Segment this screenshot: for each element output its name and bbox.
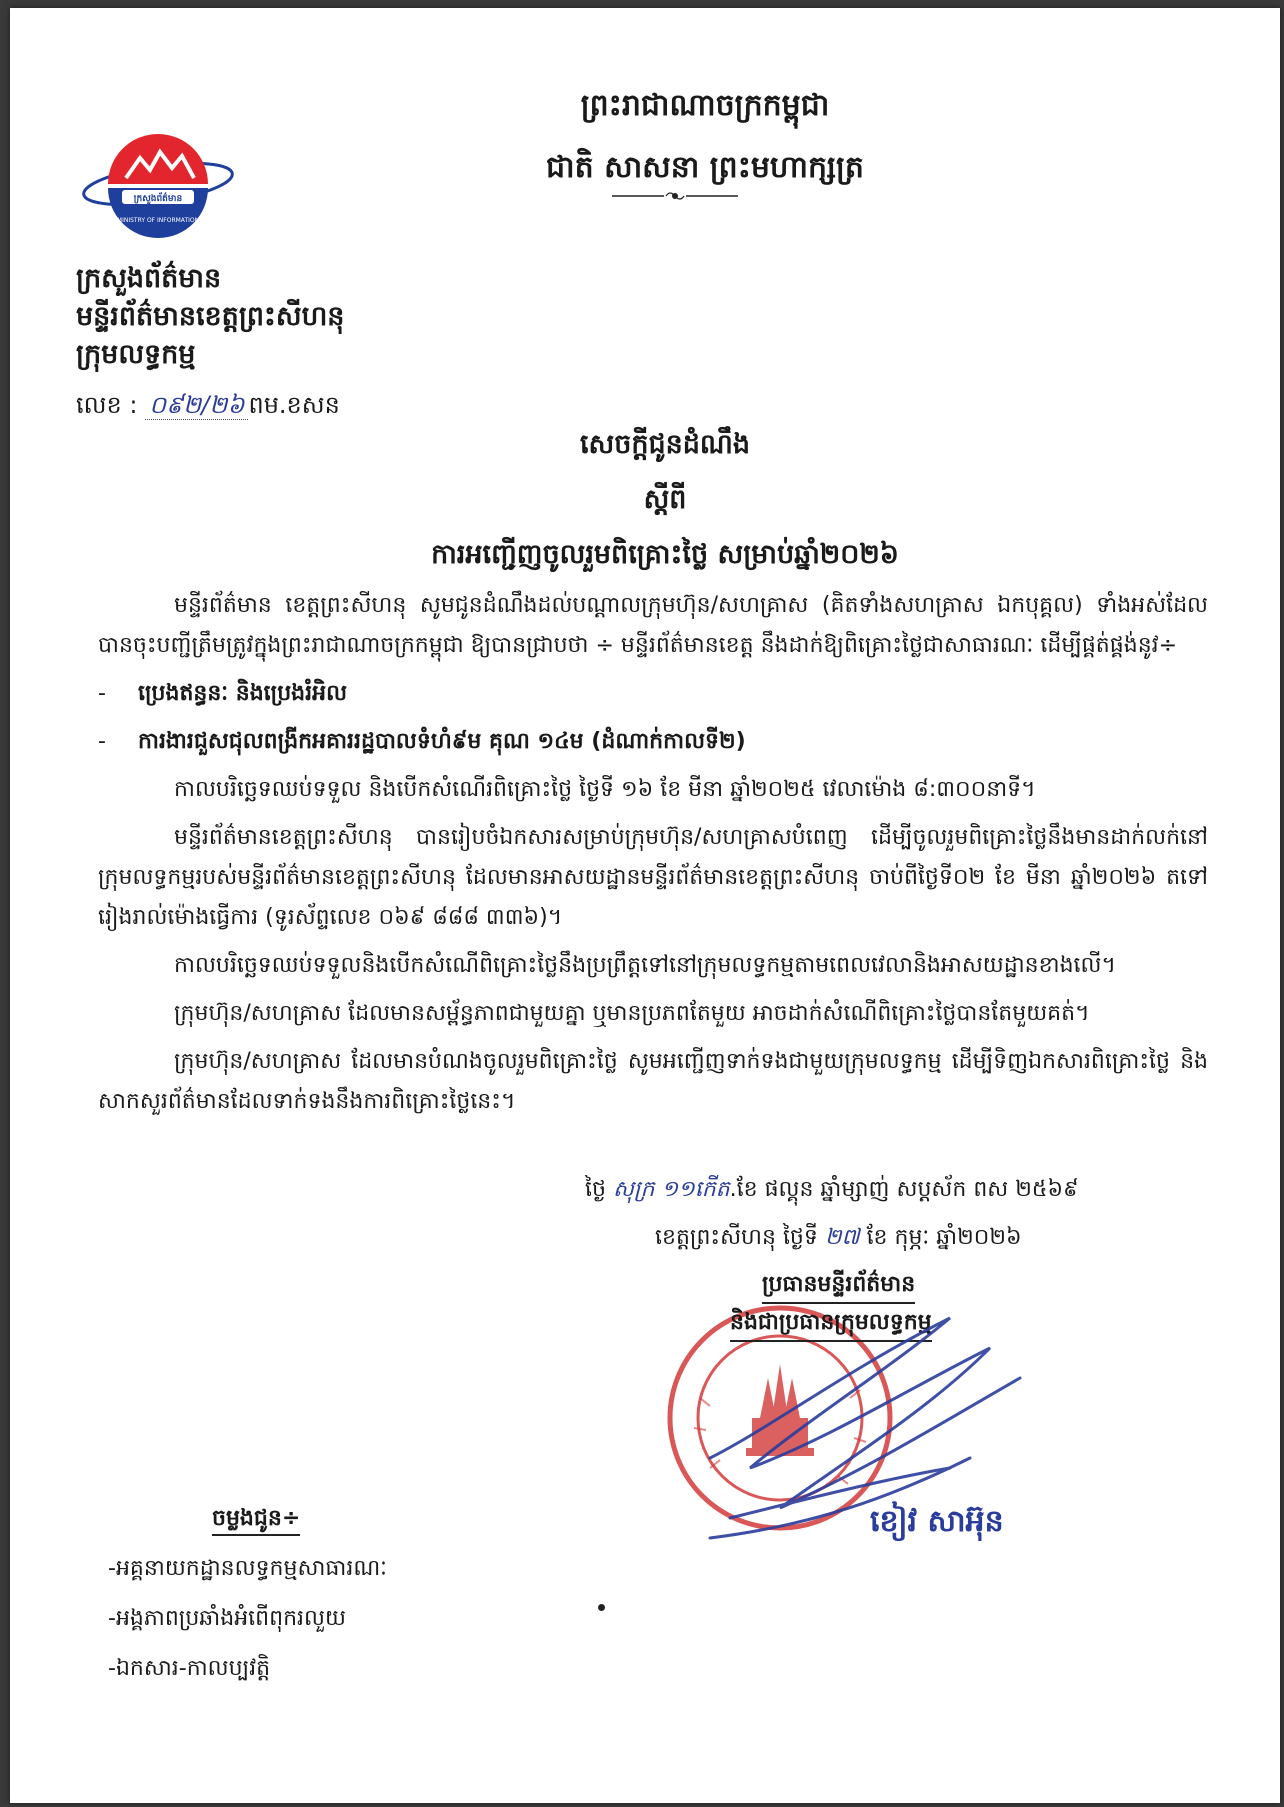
reference-number bbox=[76, 390, 340, 425]
logo-text-en: MINISTRY OF INFORMATION bbox=[116, 217, 200, 224]
notice-body bbox=[98, 586, 1208, 1130]
notice-subject-label: ស្តីពី bbox=[643, 484, 687, 515]
paragraph-opening: កាលបរិច្ឆេទឈប់ទទួលនិងបើកសំណើពិគ្រោះថ្លៃនឹងប្រព្រឹត្តទៅនៅក្រុមលទ្ធកម្មតាមពេលវេលានិងអាសយដ្ឋានខាងលើ។ bbox=[174, 953, 1116, 978]
list-item: - ប្រេងឥន្ធនៈ និងប្រេងរំអិល bbox=[98, 681, 348, 706]
list-item: -អគ្គនាយកដ្ឋានលទ្ធកម្មសាធារណៈ bbox=[108, 1556, 387, 1581]
divider-ornament-icon bbox=[610, 188, 740, 204]
paragraph-single-bid: ក្រុមហ៊ុន/សហគ្រាស ដែលមានសម្ព័ន្ធភាពជាមួយគ្នា ឬមានប្រភពតែមួយ អាចដាក់សំណើពិគ្រោះថ្លៃបានតែមួយគត់។ bbox=[174, 1001, 1090, 1026]
notice-subject: ការអញ្ជើញចូលរួមពិគ្រោះថ្លៃ សម្រាប់ឆ្នាំ២០២៦ bbox=[431, 539, 899, 570]
paragraph-contact: ក្រុមហ៊ុន/សហគ្រាស ដែលមានបំណងចូលរួមពិគ្រោះថ្លៃ សូមអញ្ជើញទាក់ទងជាមួយក្រុមលទ្ធកម្ម ដើម្បីទិញឯកសារពិគ្រោះថ្លៃ និងសាកសួរព័ត៌មានដែលទាក់ទងនឹងការពិគ្រោះថ្លៃនេះ។ bbox=[98, 1049, 1208, 1114]
reference-suffix: ពម.ខសន bbox=[248, 391, 340, 419]
document-titles bbox=[10, 428, 1280, 577]
national-motto: ជាតិ សាសនា ព្រះមហាក្សត្រ bbox=[546, 150, 864, 185]
ministry-of-information-logo bbox=[78, 132, 238, 252]
kingdom-title: ព្រះរាជាណាចក្រកម្ពុជា bbox=[580, 88, 830, 123]
reference-label: លេខ : bbox=[76, 391, 138, 419]
organization-block bbox=[76, 260, 344, 374]
solar-rest: ខែ កុម្ភៈ ឆ្នាំ២០២៦ bbox=[866, 1225, 1022, 1250]
cc-title: ចម្លងជូន÷ bbox=[212, 1504, 300, 1536]
solar-prefix: ខេត្តព្រះសីហនុ ថ្ងៃទី bbox=[655, 1225, 818, 1250]
logo-text-kh: ក្រសួងព័ត៌មាន bbox=[133, 194, 183, 204]
solar-handwritten: ២៧ bbox=[824, 1225, 860, 1250]
signer-name: ខៀវ សាអ៊ុន bbox=[870, 1504, 1004, 1539]
paragraph-deadline: កាលបរិច្ឆេទឈប់ទទួល និងបើកសំណើរពិគ្រោះថ្លៃ ថ្ងៃទី ១៦ ខែ មីនា ឆ្នាំ២០២៥ វេលាម៉ោង ៨:៣០០នាទី។ bbox=[174, 777, 1036, 802]
lunar-handwritten: សុក្រ ១១កើត bbox=[612, 1177, 730, 1202]
bullet-fuel: ប្រេងឥន្ធនៈ និងប្រេងរំអិល bbox=[138, 681, 348, 706]
org-department: មន្ទីរព័ត៌មានខេត្តព្រះសីហនុ bbox=[76, 301, 345, 332]
solar-date bbox=[655, 1214, 1079, 1262]
lunar-date: ថ្ងៃ សុក្រ ១១កើត.ខែ ផល្គុន ឆ្នាំម្សាញ់ សប្តស័ក ពស ២៥៦៩ bbox=[585, 1177, 1079, 1202]
signer-subtitle: និងជាប្រធានក្រុមលទ្ធកម្ម bbox=[730, 1308, 932, 1342]
bullet-renovation: ការងារជួសជុលពង្រីកអគាររដ្ឋបាលទំហំ៩ម គុណ ១៤ម (ដំណាក់កាលទី២) bbox=[138, 729, 746, 754]
date-block bbox=[585, 1166, 1079, 1262]
carbon-copy-block bbox=[108, 1494, 387, 1694]
org-ministry: ក្រសួងព័ត៌មាន bbox=[76, 263, 222, 294]
document-page bbox=[10, 8, 1280, 1803]
signer-title: ប្រធានមន្ទីរព័ត៌មាន bbox=[762, 1270, 915, 1304]
ink-dot bbox=[598, 1604, 605, 1611]
org-unit: ក្រុមលទ្ធកម្ម bbox=[76, 339, 196, 370]
reference-handwritten: ០៩២/២៦ bbox=[145, 391, 248, 420]
paragraph-intro: មន្ទីរព័ត៌មាន ខេត្តព្រះសីហនុ សូមជូនដំណឹងដល់បណ្តាលក្រុមហ៊ុន/សហគ្រាស (គិតទាំងសហគ្រាស ឯកបុគ្គល) ទាំងអស់ដែលបានចុះបញ្ជីត្រឹមត្រូវក្នុងព្រះរាជាណាចក្រកម្ពុជា ឱ្យបានជ្រាបថា ÷ មន្ទីរព័ត៌មានខេត្ត នឹងដាក់ឱ្យពិគ្រោះថ្លៃជាសាធារណៈ ដើម្បីផ្គត់ផ្គង់នូវ÷ bbox=[98, 593, 1208, 658]
lunar-prefix: ថ្ងៃ bbox=[585, 1177, 606, 1202]
list-item: - ការងារជួសជុលពង្រីកអគាររដ្ឋបាលទំហំ៩ម គុណ ១៤ម (ដំណាក់កាលទី២) bbox=[98, 729, 746, 754]
notice-title: សេចក្តីជូនដំណឹង bbox=[579, 429, 751, 460]
list-item: -អង្គភាពប្រឆាំងអំពើពុករលួយ bbox=[108, 1606, 346, 1631]
list-item: -ឯកសារ-កាលប្បវត្តិ bbox=[108, 1656, 271, 1681]
lunar-rest: ខែ ផល្គុន ឆ្នាំម្សាញ់ សប្តស័ក ពស ២៥៦៩ bbox=[736, 1177, 1079, 1202]
paragraph-documents: មន្ទីរព័ត៌មានខេត្តព្រះសីហនុ បានរៀបចំឯកសារសម្រាប់ក្រុមហ៊ុន/សហគ្រាសបំពេញ ដើម្បីចូលរួមពិគ្រោះថ្លៃនឹងមានដាក់លក់នៅក្រុមលទ្ធកម្មរបស់មន្ទីរព័ត៌មានខេត្តព្រះសីហនុ ដែលមានអាសយដ្ឋានមន្ទីរព័ត៌មានខេត្តព្រះសីហនុ ចាប់ពីថ្ងៃទី០២ ខែ មីនា ឆ្នាំ២០២៦ តទៅរៀងរាល់ម៉ោងធ្វើការ (ទូរស័ព្ទលេខ ០៦៩ ៨៨៨ ៣៣៦)។ bbox=[98, 825, 1208, 930]
